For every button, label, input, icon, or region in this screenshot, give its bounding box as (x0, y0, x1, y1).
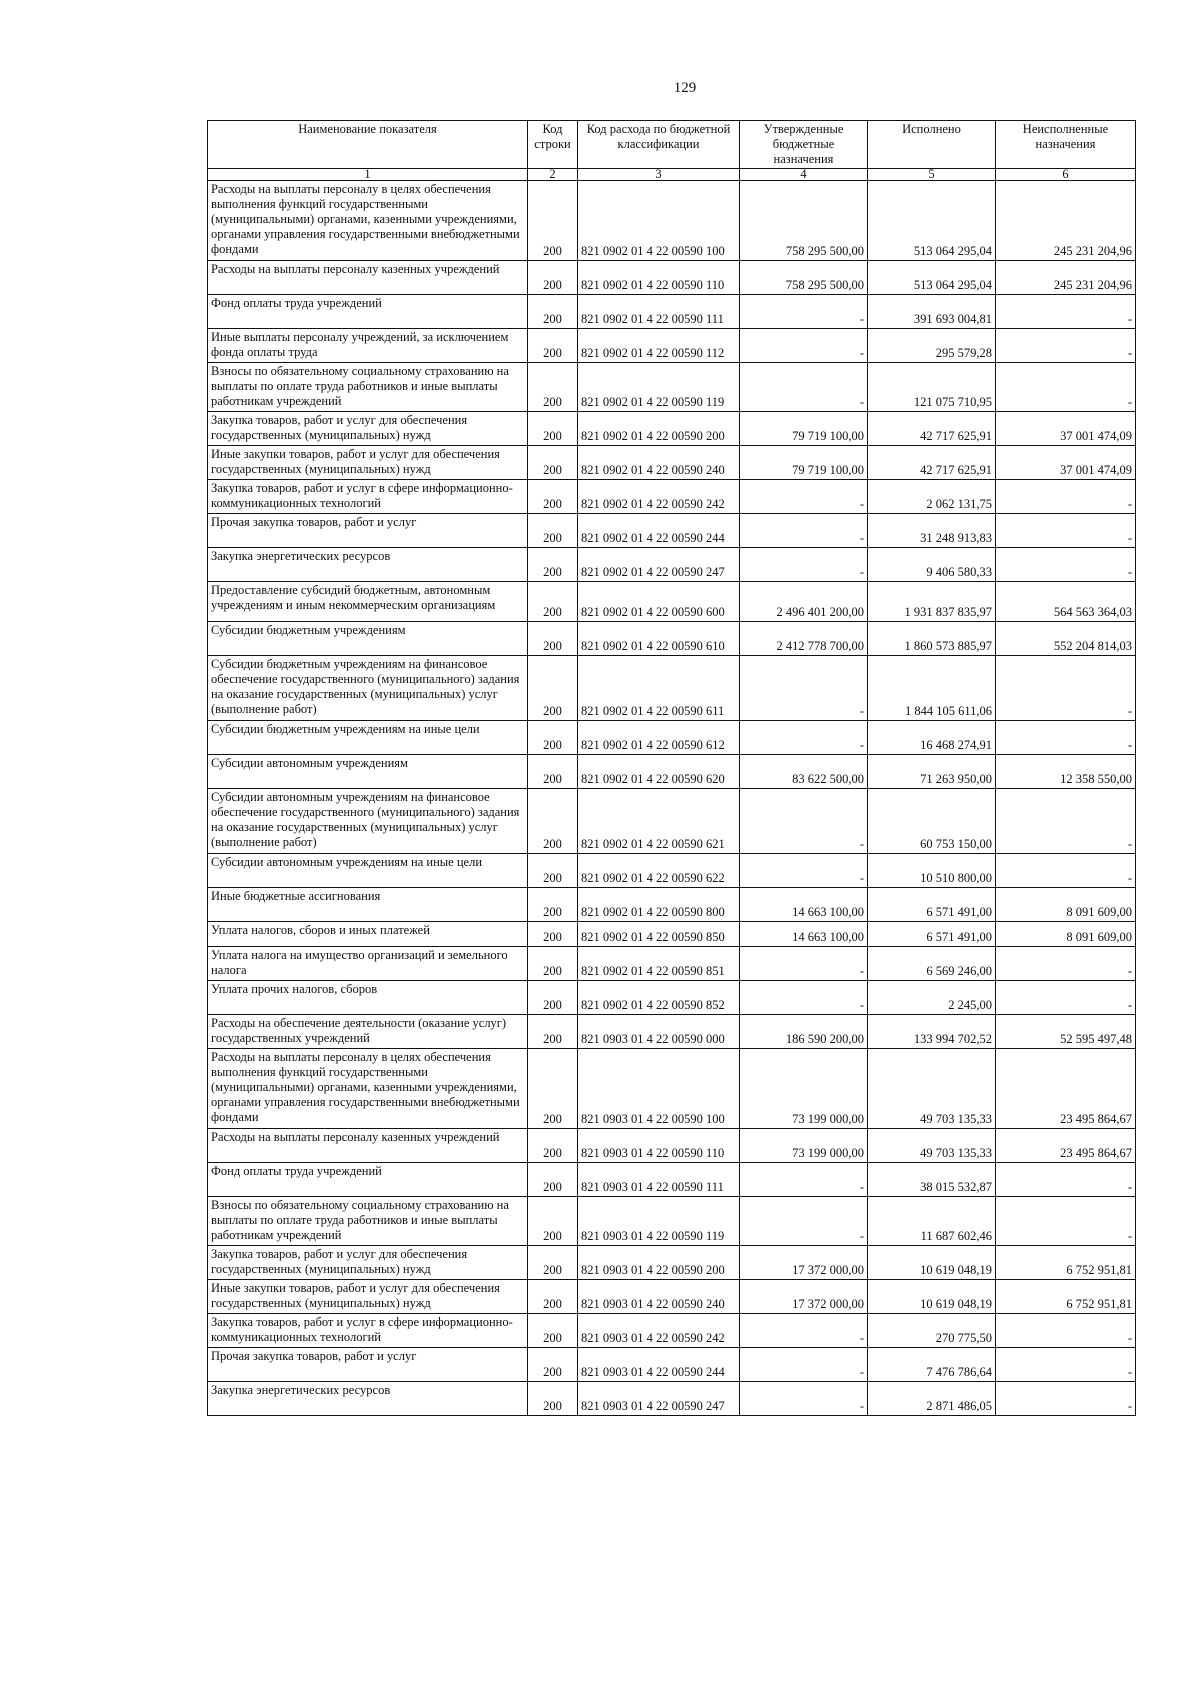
approved-amount-cell: - (740, 295, 868, 329)
executed-amount-cell: 1 844 105 611,06 (868, 656, 996, 721)
page-number: 129 (673, 80, 697, 96)
table-row (208, 947, 1136, 981)
classification-code-cell: 821 0902 01 4 22 00590 611 (578, 656, 740, 721)
line-code-cell: 200 (528, 1163, 578, 1197)
unexecuted-amount-cell: 8 091 609,00 (996, 888, 1136, 922)
unexecuted-amount-cell: 552 204 814,03 (996, 622, 1136, 656)
table-row (208, 548, 1136, 582)
unexecuted-amount-cell: 245 231 204,96 (996, 181, 1136, 261)
header-executed: Исполнено (868, 121, 996, 169)
executed-amount-cell: 133 994 702,52 (868, 1015, 996, 1049)
line-code-cell: 200 (528, 181, 578, 261)
indicator-name-cell: Взносы по обязательному социальному страхованию на выплаты по оплате труда работников и иные выплаты работникам учреждений (208, 1197, 528, 1246)
unexecuted-amount-cell: 564 563 364,03 (996, 582, 1136, 622)
classification-code-cell: 821 0902 01 4 22 00590 240 (578, 446, 740, 480)
table-row (208, 514, 1136, 548)
classification-code-cell: 821 0902 01 4 22 00590 620 (578, 755, 740, 789)
indicator-name-cell: Закупка энергетических ресурсов (208, 1382, 528, 1416)
header-indicator-name: Наименование показателя (208, 121, 528, 169)
executed-amount-cell: 10 619 048,19 (868, 1280, 996, 1314)
approved-amount-cell: 79 719 100,00 (740, 446, 868, 480)
line-code-cell: 200 (528, 582, 578, 622)
table-body (208, 181, 1136, 1416)
line-code-cell: 200 (528, 947, 578, 981)
unexecuted-amount-cell: - (996, 295, 1136, 329)
indicator-name-cell: Фонд оплаты труда учреждений (208, 1163, 528, 1197)
table-row (208, 1382, 1136, 1416)
table-row (208, 1015, 1136, 1049)
table-row (208, 261, 1136, 295)
line-code-cell: 200 (528, 854, 578, 888)
executed-amount-cell: 42 717 625,91 (868, 446, 996, 480)
classification-code-cell: 821 0902 01 4 22 00590 800 (578, 888, 740, 922)
unexecuted-amount-cell: - (996, 789, 1136, 854)
indicator-name-cell: Уплата налога на имущество организаций и земельного налога (208, 947, 528, 981)
executed-amount-cell: 1 860 573 885,97 (868, 622, 996, 656)
classification-code-cell: 821 0903 01 4 22 00590 100 (578, 1049, 740, 1129)
classification-code-cell: 821 0902 01 4 22 00590 242 (578, 480, 740, 514)
executed-amount-cell: 60 753 150,00 (868, 789, 996, 854)
approved-amount-cell: - (740, 789, 868, 854)
indicator-name-cell: Предоставление субсидий бюджетным, автономным учреждениям и иным некоммерческим организациям (208, 582, 528, 622)
indicator-name-cell: Субсидии бюджетным учреждениям на иные цели (208, 721, 528, 755)
indicator-name-cell: Прочая закупка товаров, работ и услуг (208, 514, 528, 548)
executed-amount-cell: 49 703 135,33 (868, 1049, 996, 1129)
indicator-name-cell: Расходы на выплаты персоналу в целях обеспечения выполнения функций государственными (муниципальными) органами, казенными учреждениями, органами управления государственными внебюджетными фондами (208, 181, 528, 261)
line-code-cell: 200 (528, 789, 578, 854)
table-row (208, 922, 1136, 947)
column-number: 1 (208, 169, 528, 181)
executed-amount-cell: 121 075 710,95 (868, 363, 996, 412)
indicator-name-cell: Субсидии автономным учреждениям на иные цели (208, 854, 528, 888)
line-code-cell: 200 (528, 1280, 578, 1314)
indicator-name-cell: Иные закупки товаров, работ и услуг для обеспечения государственных (муниципальных) нужд (208, 1280, 528, 1314)
line-code-cell: 200 (528, 514, 578, 548)
unexecuted-amount-cell: - (996, 1197, 1136, 1246)
table-row (208, 1280, 1136, 1314)
table-row (208, 1314, 1136, 1348)
classification-code-cell: 821 0903 01 4 22 00590 244 (578, 1348, 740, 1382)
line-code-cell: 200 (528, 1015, 578, 1049)
indicator-name-cell: Закупка энергетических ресурсов (208, 548, 528, 582)
classification-code-cell: 821 0902 01 4 22 00590 110 (578, 261, 740, 295)
indicator-name-cell: Субсидии бюджетным учреждениям на финансовое обеспечение государственного (муниципального) задания на оказание государственных (муниципальных) услуг (выполнение работ) (208, 656, 528, 721)
table-row (208, 412, 1136, 446)
indicator-name-cell: Иные выплаты персоналу учреждений, за исключением фонда оплаты труда (208, 329, 528, 363)
unexecuted-amount-cell: 245 231 204,96 (996, 261, 1136, 295)
column-number: 3 (578, 169, 740, 181)
indicator-name-cell: Закупка товаров, работ и услуг для обеспечения государственных (муниципальных) нужд (208, 1246, 528, 1280)
classification-code-cell: 821 0902 01 4 22 00590 200 (578, 412, 740, 446)
indicator-name-cell: Прочая закупка товаров, работ и услуг (208, 1348, 528, 1382)
table-row (208, 1197, 1136, 1246)
line-code-cell: 200 (528, 363, 578, 412)
executed-amount-cell: 6 571 491,00 (868, 888, 996, 922)
unexecuted-amount-cell: 37 001 474,09 (996, 446, 1136, 480)
unexecuted-amount-cell: - (996, 363, 1136, 412)
indicator-name-cell: Иные бюджетные ассигнования (208, 888, 528, 922)
line-code-cell: 200 (528, 1348, 578, 1382)
executed-amount-cell: 9 406 580,33 (868, 548, 996, 582)
classification-code-cell: 821 0902 01 4 22 00590 247 (578, 548, 740, 582)
approved-amount-cell: - (740, 1314, 868, 1348)
indicator-name-cell: Фонд оплаты труда учреждений (208, 295, 528, 329)
classification-code-cell: 821 0902 01 4 22 00590 244 (578, 514, 740, 548)
unexecuted-amount-cell: 6 752 951,81 (996, 1280, 1136, 1314)
line-code-cell: 200 (528, 261, 578, 295)
classification-code-cell: 821 0902 01 4 22 00590 612 (578, 721, 740, 755)
executed-amount-cell: 270 775,50 (868, 1314, 996, 1348)
indicator-name-cell: Расходы на выплаты персоналу казенных учреждений (208, 1129, 528, 1163)
header-line-code: Код строки (528, 121, 578, 169)
table-row (208, 721, 1136, 755)
unexecuted-amount-cell: - (996, 947, 1136, 981)
line-code-cell: 200 (528, 295, 578, 329)
table-row (208, 888, 1136, 922)
table-row (208, 789, 1136, 854)
classification-code-cell: 821 0902 01 4 22 00590 850 (578, 922, 740, 947)
unexecuted-amount-cell: 8 091 609,00 (996, 922, 1136, 947)
classification-code-cell: 821 0903 01 4 22 00590 240 (578, 1280, 740, 1314)
indicator-name-cell: Субсидии бюджетным учреждениям (208, 622, 528, 656)
approved-amount-cell: 79 719 100,00 (740, 412, 868, 446)
line-code-cell: 200 (528, 1246, 578, 1280)
classification-code-cell: 821 0903 01 4 22 00590 242 (578, 1314, 740, 1348)
executed-amount-cell: 7 476 786,64 (868, 1348, 996, 1382)
approved-amount-cell: - (740, 363, 868, 412)
line-code-cell: 200 (528, 446, 578, 480)
unexecuted-amount-cell: 52 595 497,48 (996, 1015, 1136, 1049)
line-code-cell: 200 (528, 548, 578, 582)
classification-code-cell: 821 0902 01 4 22 00590 100 (578, 181, 740, 261)
classification-code-cell: 821 0903 01 4 22 00590 200 (578, 1246, 740, 1280)
unexecuted-amount-cell: - (996, 721, 1136, 755)
executed-amount-cell: 11 687 602,46 (868, 1197, 996, 1246)
header-budget-classification-code: Код расхода по бюджетной классификации (578, 121, 740, 169)
line-code-cell: 200 (528, 981, 578, 1015)
classification-code-cell: 821 0903 01 4 22 00590 110 (578, 1129, 740, 1163)
approved-amount-cell: 758 295 500,00 (740, 261, 868, 295)
approved-amount-cell: - (740, 480, 868, 514)
table-header-row (208, 121, 1136, 169)
classification-code-cell: 821 0903 01 4 22 00590 111 (578, 1163, 740, 1197)
approved-amount-cell: 2 412 778 700,00 (740, 622, 868, 656)
executed-amount-cell: 38 015 532,87 (868, 1163, 996, 1197)
unexecuted-amount-cell: - (996, 514, 1136, 548)
executed-amount-cell: 6 569 246,00 (868, 947, 996, 981)
executed-amount-cell: 2 062 131,75 (868, 480, 996, 514)
approved-amount-cell: - (740, 514, 868, 548)
table-row (208, 181, 1136, 261)
approved-amount-cell: - (740, 548, 868, 582)
classification-code-cell: 821 0902 01 4 22 00590 610 (578, 622, 740, 656)
unexecuted-amount-cell: - (996, 656, 1136, 721)
indicator-name-cell: Субсидии автономным учреждениям на финансовое обеспечение государственного (муниципального) задания на оказание государственных (муниципальных) услуг (выполнение работ) (208, 789, 528, 854)
line-code-cell: 200 (528, 656, 578, 721)
indicator-name-cell: Закупка товаров, работ и услуг для обеспечения государственных (муниципальных) нужд (208, 412, 528, 446)
approved-amount-cell: 17 372 000,00 (740, 1280, 868, 1314)
approved-amount-cell: 14 663 100,00 (740, 922, 868, 947)
line-code-cell: 200 (528, 1314, 578, 1348)
approved-amount-cell: - (740, 329, 868, 363)
table-row (208, 446, 1136, 480)
table-row (208, 1049, 1136, 1129)
indicator-name-cell: Взносы по обязательному социальному страхованию на выплаты по оплате труда работников и иные выплаты работникам учреждений (208, 363, 528, 412)
indicator-name-cell: Расходы на обеспечение деятельности (оказание услуг) государственных учреждений (208, 1015, 528, 1049)
approved-amount-cell: - (740, 981, 868, 1015)
header-approved-appropriations: Утвержденные бюджетные назначения (740, 121, 868, 169)
unexecuted-amount-cell: - (996, 854, 1136, 888)
approved-amount-cell: 73 199 000,00 (740, 1129, 868, 1163)
indicator-name-cell: Уплата прочих налогов, сборов (208, 981, 528, 1015)
classification-code-cell: 821 0903 01 4 22 00590 119 (578, 1197, 740, 1246)
unexecuted-amount-cell: - (996, 1163, 1136, 1197)
line-code-cell: 200 (528, 1382, 578, 1416)
classification-code-cell: 821 0902 01 4 22 00590 851 (578, 947, 740, 981)
approved-amount-cell: 73 199 000,00 (740, 1049, 868, 1129)
classification-code-cell: 821 0902 01 4 22 00590 621 (578, 789, 740, 854)
line-code-cell: 200 (528, 922, 578, 947)
unexecuted-amount-cell: - (996, 1382, 1136, 1416)
classification-code-cell: 821 0903 01 4 22 00590 247 (578, 1382, 740, 1416)
indicator-name-cell: Иные закупки товаров, работ и услуг для обеспечения государственных (муниципальных) нужд (208, 446, 528, 480)
approved-amount-cell: 2 496 401 200,00 (740, 582, 868, 622)
classification-code-cell: 821 0902 01 4 22 00590 111 (578, 295, 740, 329)
unexecuted-amount-cell: - (996, 1314, 1136, 1348)
line-code-cell: 200 (528, 1129, 578, 1163)
executed-amount-cell: 2 245,00 (868, 981, 996, 1015)
executed-amount-cell: 513 064 295,04 (868, 181, 996, 261)
line-code-cell: 200 (528, 1197, 578, 1246)
executed-amount-cell: 10 619 048,19 (868, 1246, 996, 1280)
executed-amount-cell: 391 693 004,81 (868, 295, 996, 329)
unexecuted-amount-cell: - (996, 480, 1136, 514)
executed-amount-cell: 6 571 491,00 (868, 922, 996, 947)
approved-amount-cell: - (740, 1382, 868, 1416)
unexecuted-amount-cell: 23 495 864,67 (996, 1049, 1136, 1129)
column-number: 2 (528, 169, 578, 181)
approved-amount-cell: - (740, 721, 868, 755)
table-row (208, 656, 1136, 721)
table-row (208, 1246, 1136, 1280)
line-code-cell: 200 (528, 888, 578, 922)
table-row (208, 854, 1136, 888)
unexecuted-amount-cell: - (996, 1348, 1136, 1382)
header-unexecuted: Неисполненные назначения (996, 121, 1136, 169)
unexecuted-amount-cell: 6 752 951,81 (996, 1246, 1136, 1280)
approved-amount-cell: 758 295 500,00 (740, 181, 868, 261)
column-number: 4 (740, 169, 868, 181)
classification-code-cell: 821 0902 01 4 22 00590 112 (578, 329, 740, 363)
approved-amount-cell: - (740, 1197, 868, 1246)
classification-code-cell: 821 0903 01 4 22 00590 000 (578, 1015, 740, 1049)
approved-amount-cell: - (740, 854, 868, 888)
executed-amount-cell: 71 263 950,00 (868, 755, 996, 789)
expenditure-table (207, 120, 1136, 1416)
classification-code-cell: 821 0902 01 4 22 00590 622 (578, 854, 740, 888)
line-code-cell: 200 (528, 412, 578, 446)
indicator-name-cell: Субсидии автономным учреждениям (208, 755, 528, 789)
line-code-cell: 200 (528, 622, 578, 656)
unexecuted-amount-cell: 37 001 474,09 (996, 412, 1136, 446)
executed-amount-cell: 42 717 625,91 (868, 412, 996, 446)
table-row (208, 480, 1136, 514)
executed-amount-cell: 2 871 486,05 (868, 1382, 996, 1416)
indicator-name-cell: Уплата налогов, сборов и иных платежей (208, 922, 528, 947)
approved-amount-cell: 83 622 500,00 (740, 755, 868, 789)
table-row (208, 755, 1136, 789)
approved-amount-cell: - (740, 1348, 868, 1382)
line-code-cell: 200 (528, 721, 578, 755)
indicator-name-cell: Закупка товаров, работ и услуг в сфере информационно-коммуникационных технологий (208, 1314, 528, 1348)
table-row (208, 582, 1136, 622)
indicator-name-cell: Расходы на выплаты персоналу в целях обеспечения выполнения функций государственными (муниципальными) органами, казенными учреждениями, органами управления государственными внебюджетными фондами (208, 1049, 528, 1129)
executed-amount-cell: 49 703 135,33 (868, 1129, 996, 1163)
column-number-row (208, 169, 1136, 181)
table-row (208, 329, 1136, 363)
table-row (208, 1163, 1136, 1197)
indicator-name-cell: Расходы на выплаты персоналу казенных учреждений (208, 261, 528, 295)
table-row (208, 295, 1136, 329)
line-code-cell: 200 (528, 755, 578, 789)
approved-amount-cell: - (740, 947, 868, 981)
unexecuted-amount-cell: 12 358 550,00 (996, 755, 1136, 789)
approved-amount-cell: 14 663 100,00 (740, 888, 868, 922)
executed-amount-cell: 513 064 295,04 (868, 261, 996, 295)
approved-amount-cell: 186 590 200,00 (740, 1015, 868, 1049)
unexecuted-amount-cell: - (996, 329, 1136, 363)
table-row (208, 1348, 1136, 1382)
unexecuted-amount-cell: - (996, 548, 1136, 582)
unexecuted-amount-cell: 23 495 864,67 (996, 1129, 1136, 1163)
unexecuted-amount-cell: - (996, 981, 1136, 1015)
table-row (208, 363, 1136, 412)
line-code-cell: 200 (528, 1049, 578, 1129)
classification-code-cell: 821 0902 01 4 22 00590 119 (578, 363, 740, 412)
approved-amount-cell: - (740, 1163, 868, 1197)
table-row (208, 622, 1136, 656)
executed-amount-cell: 16 468 274,91 (868, 721, 996, 755)
indicator-name-cell: Закупка товаров, работ и услуг в сфере информационно-коммуникационных технологий (208, 480, 528, 514)
executed-amount-cell: 31 248 913,83 (868, 514, 996, 548)
executed-amount-cell: 1 931 837 835,97 (868, 582, 996, 622)
approved-amount-cell: - (740, 656, 868, 721)
executed-amount-cell: 295 579,28 (868, 329, 996, 363)
approved-amount-cell: 17 372 000,00 (740, 1246, 868, 1280)
classification-code-cell: 821 0902 01 4 22 00590 600 (578, 582, 740, 622)
column-number: 6 (996, 169, 1136, 181)
line-code-cell: 200 (528, 329, 578, 363)
executed-amount-cell: 10 510 800,00 (868, 854, 996, 888)
classification-code-cell: 821 0902 01 4 22 00590 852 (578, 981, 740, 1015)
table-row (208, 981, 1136, 1015)
column-number: 5 (868, 169, 996, 181)
table-row (208, 1129, 1136, 1163)
line-code-cell: 200 (528, 480, 578, 514)
